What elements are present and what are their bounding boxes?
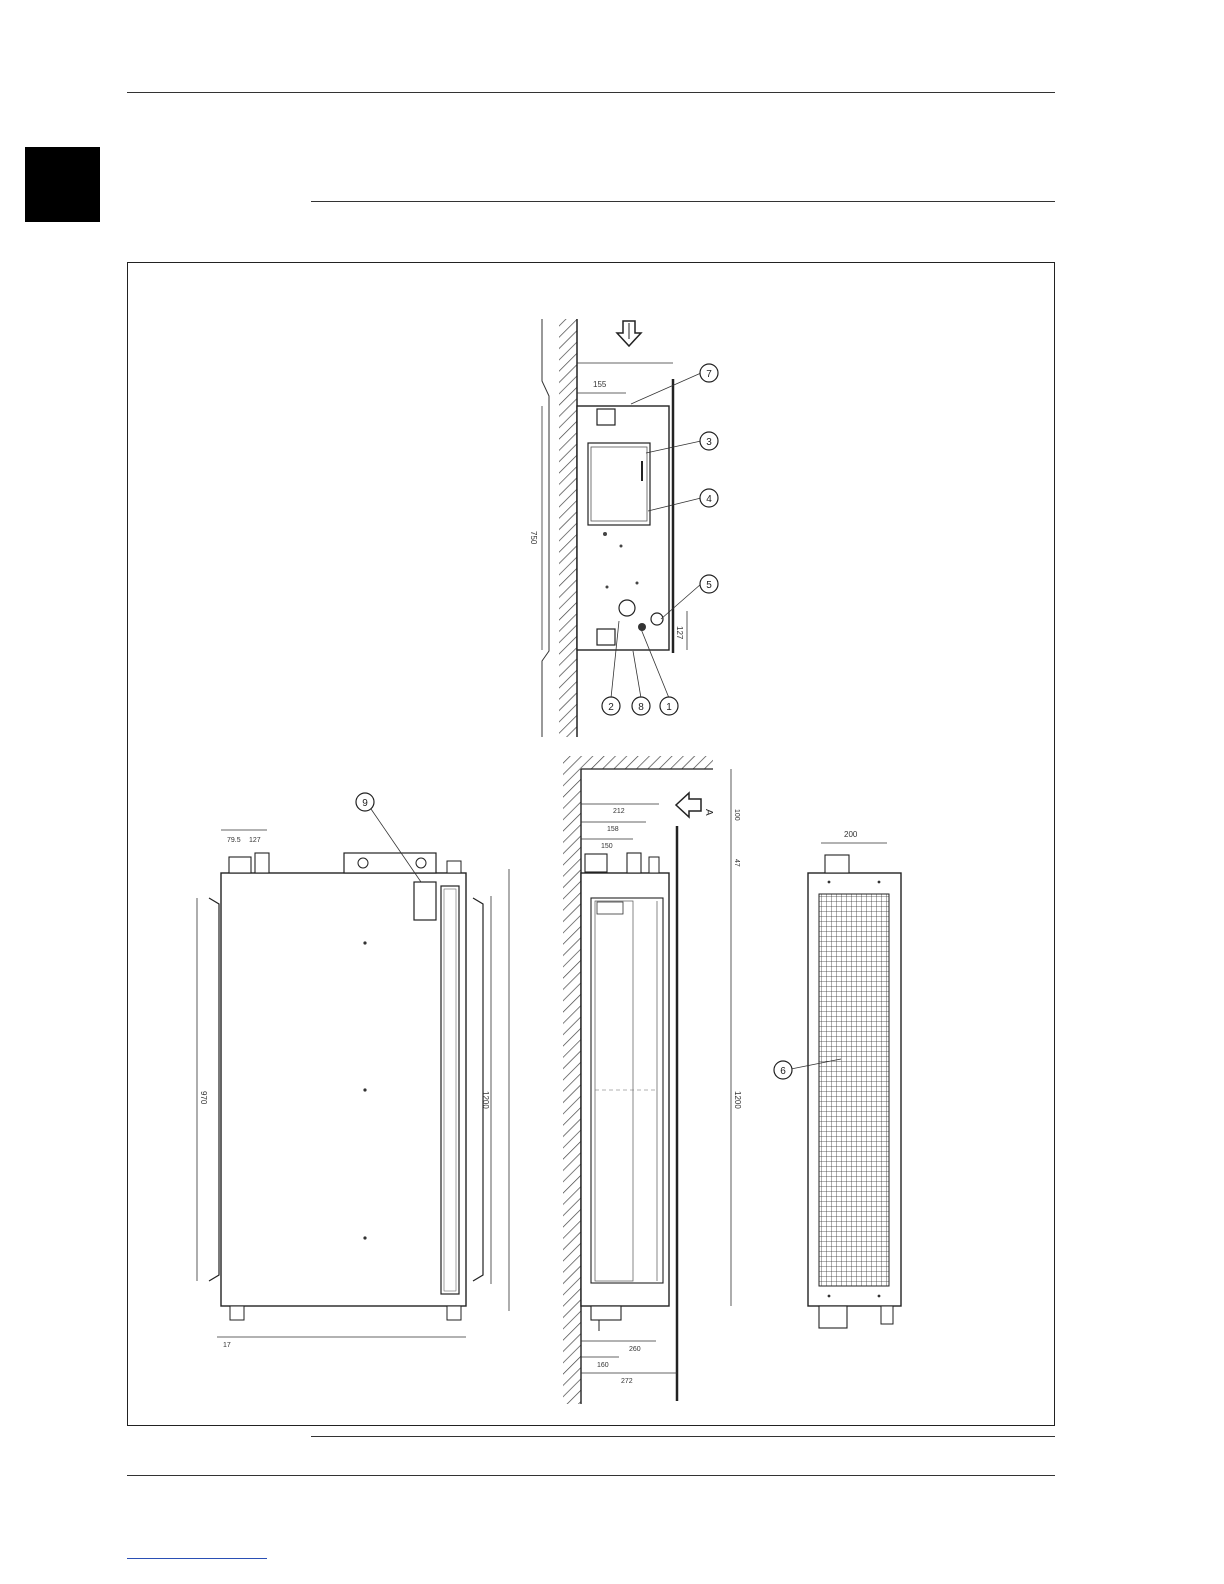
callout-8 [632, 697, 650, 715]
technical-drawing [128, 263, 1054, 1425]
callout-2 [602, 697, 620, 715]
callout-3 [700, 432, 718, 450]
svg-text:1: 1 [666, 702, 672, 713]
front-dim-top-b: 127 [249, 837, 261, 844]
drawing-frame [127, 262, 1055, 1426]
footer-rule [127, 1475, 1055, 1476]
side-dim-bottom-2: 160 [597, 1362, 609, 1369]
side-dim-height: 1200 [733, 1091, 742, 1109]
filter-grille [819, 894, 889, 1286]
svg-text:3: 3 [706, 437, 712, 448]
wall-hatch-top [559, 319, 577, 737]
mounting-bracket-top [597, 409, 615, 425]
front-dim-bottom: 17 [223, 1342, 231, 1349]
callout-9 [356, 793, 374, 811]
unit-front-body [221, 873, 466, 1306]
side-dim-bottom-1: 260 [629, 1346, 641, 1353]
top-dim-bottom: 127 [675, 626, 684, 640]
side-dim-47: 47 [733, 859, 740, 867]
front-dim-top-a: 79.5 [227, 837, 241, 844]
view-arrow-label: A [703, 809, 714, 816]
section-tab-marker [25, 147, 100, 222]
top-dim-width: 155 [593, 380, 607, 389]
svg-text:6: 6 [780, 1066, 786, 1077]
callout-6 [774, 1061, 792, 1079]
footer-link-underline[interactable] [127, 1558, 267, 1559]
side-dim-top-2: 158 [607, 826, 619, 833]
mounting-bracket-bottom [597, 629, 615, 645]
figure-bottom-rule [311, 1436, 1055, 1437]
svg-text:8: 8 [638, 702, 644, 713]
svg-text:5: 5 [706, 580, 712, 591]
side-dim-bottom-3: 272 [621, 1378, 633, 1385]
svg-text:7: 7 [706, 369, 712, 380]
airflow-arrow-left-icon [676, 793, 701, 817]
callout-5 [700, 575, 718, 593]
ceiling-hatch-side [581, 756, 713, 769]
top-dim-height: 750 [529, 531, 538, 545]
svg-text:2: 2 [608, 702, 614, 713]
side-dim-clear: 100 [733, 809, 740, 821]
side-dim-top-1: 212 [613, 808, 625, 815]
back-dim-width: 200 [844, 830, 858, 839]
svg-text:9: 9 [362, 798, 368, 809]
callout-4 [700, 489, 718, 507]
wall-hatch-side [563, 756, 581, 1404]
front-view [197, 793, 509, 1349]
front-dim-height-left: 970 [199, 1091, 208, 1105]
fitting-1 [619, 600, 635, 616]
callout-1 [660, 697, 678, 715]
header-rule [127, 92, 1055, 93]
callout-7 [700, 364, 718, 382]
back-view [774, 830, 901, 1328]
front-dim-height-right: 1200 [481, 1091, 490, 1109]
label-plate [414, 882, 436, 920]
side-dim-top-3: 150 [601, 843, 613, 850]
svg-text:4: 4 [706, 494, 712, 505]
airflow-arrow-down-icon [617, 321, 641, 346]
side-view [563, 756, 742, 1404]
section-rule [311, 201, 1055, 202]
top-view [529, 319, 718, 737]
